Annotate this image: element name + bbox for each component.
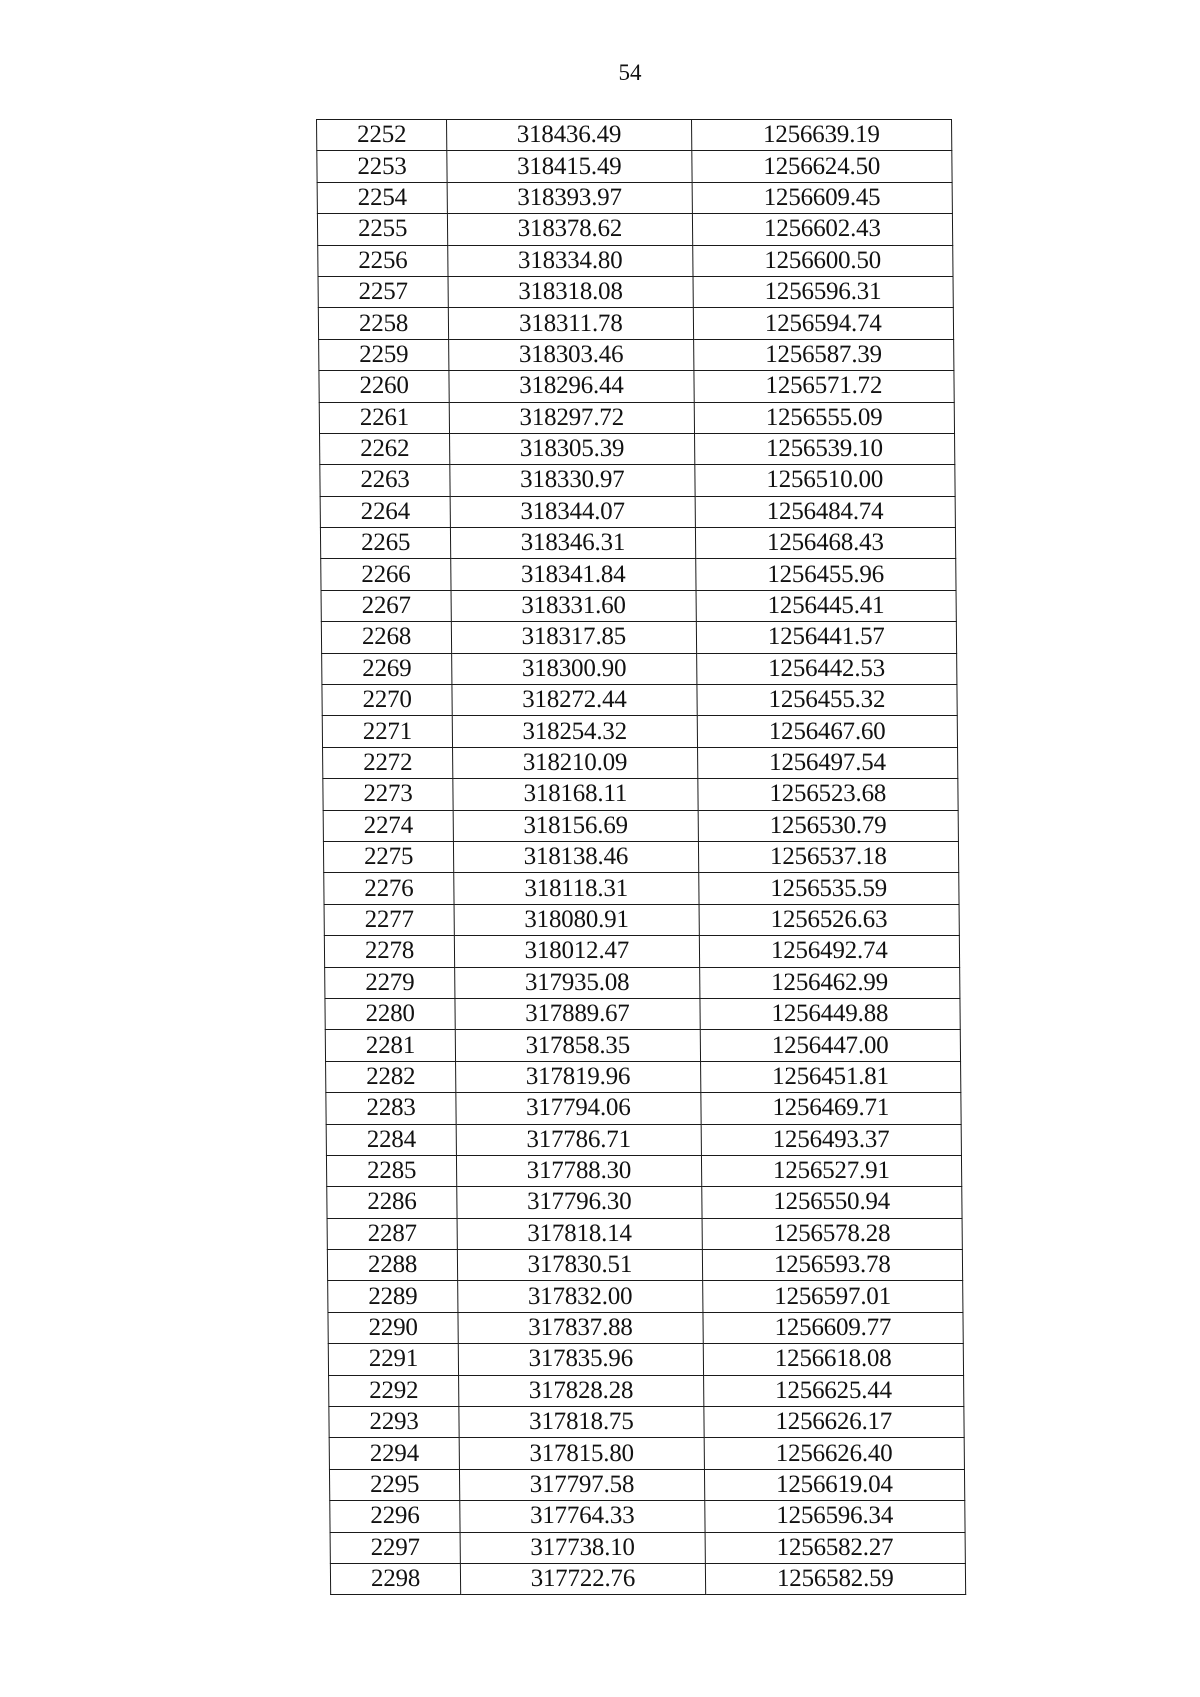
point-number-cell: 2286 (327, 1187, 457, 1218)
point-number-cell: 2255 (317, 214, 447, 245)
x-coordinate-cell: 317818.75 (459, 1407, 704, 1438)
x-coordinate-cell: 317794.06 (456, 1093, 701, 1124)
x-coordinate-cell: 318300.90 (452, 653, 697, 684)
point-number-cell: 2282 (326, 1061, 456, 1092)
table-row (329, 1375, 964, 1406)
point-number-cell: 2297 (330, 1532, 460, 1563)
x-coordinate-cell: 318318.08 (448, 276, 693, 307)
x-coordinate-cell: 318012.47 (454, 936, 699, 967)
x-coordinate-cell: 318296.44 (449, 371, 694, 402)
point-number-cell: 2293 (329, 1407, 459, 1438)
point-number-cell: 2291 (328, 1344, 458, 1375)
y-coordinate-cell: 1256555.09 (694, 402, 955, 433)
table-row (323, 779, 958, 810)
y-coordinate-cell: 1256639.19 (691, 120, 952, 151)
point-number-cell: 2273 (323, 779, 453, 810)
point-number-cell: 2294 (329, 1438, 459, 1469)
x-coordinate-cell: 318297.72 (449, 402, 694, 433)
y-coordinate-cell: 1256442.53 (696, 653, 957, 684)
table-row (326, 1124, 961, 1155)
table-row (321, 622, 956, 653)
coordinates-table (316, 119, 966, 1595)
x-coordinate-cell: 318138.46 (454, 841, 699, 872)
table-row (317, 214, 952, 245)
point-number-cell: 2258 (318, 308, 448, 339)
y-coordinate-cell: 1256625.44 (703, 1375, 964, 1406)
point-number-cell: 2253 (317, 151, 447, 182)
y-coordinate-cell: 1256535.59 (698, 873, 959, 904)
table-row (325, 998, 960, 1029)
table-row (320, 496, 955, 527)
table-row (327, 1187, 962, 1218)
x-coordinate-cell: 318378.62 (448, 214, 693, 245)
table-row (324, 904, 959, 935)
table-row (317, 182, 952, 213)
x-coordinate-cell: 318341.84 (451, 559, 696, 590)
point-number-cell: 2269 (322, 653, 452, 684)
y-coordinate-cell: 1256539.10 (694, 433, 955, 464)
x-coordinate-cell: 317830.51 (457, 1250, 702, 1281)
point-number-cell: 2295 (329, 1469, 459, 1500)
y-coordinate-cell: 1256497.54 (697, 747, 958, 778)
x-coordinate-cell: 317837.88 (458, 1312, 703, 1343)
table-row (326, 1061, 961, 1092)
point-number-cell: 2290 (328, 1312, 458, 1343)
page-number: 54 (618, 60, 642, 85)
point-number-cell: 2275 (323, 841, 453, 872)
y-coordinate-cell: 1256578.28 (702, 1218, 963, 1249)
point-number-cell: 2274 (323, 810, 453, 841)
point-number-cell: 2272 (323, 747, 453, 778)
table-row (324, 873, 959, 904)
y-coordinate-cell: 1256594.74 (693, 308, 954, 339)
point-number-cell: 2270 (322, 685, 452, 716)
y-coordinate-cell: 1256510.00 (694, 465, 955, 496)
y-coordinate-cell: 1256462.99 (699, 967, 960, 998)
table-row (324, 936, 959, 967)
x-coordinate-cell: 317815.80 (459, 1438, 704, 1469)
point-number-cell: 2298 (330, 1563, 460, 1594)
y-coordinate-cell: 1256600.50 (692, 245, 953, 276)
point-number-cell: 2263 (320, 465, 450, 496)
table-row (320, 528, 955, 559)
table-row (321, 559, 956, 590)
x-coordinate-cell: 318080.91 (454, 904, 699, 935)
point-number-cell: 2280 (325, 998, 455, 1029)
coordinates-table-body (317, 120, 966, 1595)
y-coordinate-cell: 1256530.79 (698, 810, 959, 841)
y-coordinate-cell: 1256447.00 (700, 1030, 961, 1061)
table-row (322, 653, 957, 684)
x-coordinate-cell: 317764.33 (460, 1501, 705, 1532)
y-coordinate-cell: 1256626.17 (703, 1407, 964, 1438)
table-row (318, 245, 953, 276)
x-coordinate-cell: 318303.46 (449, 339, 694, 370)
x-coordinate-cell: 318344.07 (450, 496, 695, 527)
point-number-cell: 2257 (318, 276, 448, 307)
point-number-cell: 2252 (317, 120, 447, 151)
table-row (329, 1438, 964, 1469)
table-row (330, 1501, 965, 1532)
point-number-cell: 2254 (317, 182, 447, 213)
x-coordinate-cell: 318393.97 (447, 182, 692, 213)
table-row (318, 276, 953, 307)
y-coordinate-cell: 1256597.01 (702, 1281, 963, 1312)
point-number-cell: 2268 (321, 622, 451, 653)
x-coordinate-cell: 318272.44 (452, 685, 697, 716)
x-coordinate-cell: 318118.31 (454, 873, 699, 904)
table-row (325, 967, 960, 998)
y-coordinate-cell: 1256550.94 (701, 1187, 962, 1218)
point-number-cell: 2278 (324, 936, 454, 967)
x-coordinate-cell: 318334.80 (448, 245, 693, 276)
y-coordinate-cell: 1256609.45 (692, 182, 953, 213)
point-number-cell: 2287 (327, 1218, 457, 1249)
x-coordinate-cell: 318331.60 (451, 590, 696, 621)
point-number-cell: 2266 (321, 559, 451, 590)
point-number-cell: 2281 (325, 1030, 455, 1061)
y-coordinate-cell: 1256469.71 (700, 1093, 961, 1124)
point-number-cell: 2264 (320, 496, 450, 527)
point-number-cell: 2259 (319, 339, 449, 370)
table-row (322, 716, 957, 747)
table-row (318, 308, 953, 339)
x-coordinate-cell: 317738.10 (460, 1532, 705, 1563)
table-row (323, 810, 958, 841)
point-number-cell: 2292 (329, 1375, 459, 1406)
table-row (323, 841, 958, 872)
point-number-cell: 2262 (320, 433, 450, 464)
y-coordinate-cell: 1256619.04 (704, 1469, 965, 1500)
table-row (317, 120, 952, 151)
y-coordinate-cell: 1256571.72 (693, 371, 954, 402)
x-coordinate-cell: 317788.30 (457, 1155, 702, 1186)
table-row (317, 151, 952, 182)
x-coordinate-cell: 317818.14 (457, 1218, 702, 1249)
point-number-cell: 2267 (321, 590, 451, 621)
x-coordinate-cell: 318305.39 (450, 433, 695, 464)
table-row (319, 371, 954, 402)
x-coordinate-cell: 317835.96 (458, 1344, 703, 1375)
x-coordinate-cell: 318330.97 (450, 465, 695, 496)
x-coordinate-cell: 318436.49 (447, 120, 692, 151)
point-number-cell: 2271 (322, 716, 452, 747)
point-number-cell: 2277 (324, 904, 454, 935)
y-coordinate-cell: 1256582.59 (705, 1563, 966, 1594)
table-row (321, 590, 956, 621)
point-number-cell: 2279 (325, 967, 455, 998)
y-coordinate-cell: 1256523.68 (697, 779, 958, 810)
x-coordinate-cell: 317796.30 (457, 1187, 702, 1218)
point-number-cell: 2289 (328, 1281, 458, 1312)
point-number-cell: 2284 (326, 1124, 456, 1155)
y-coordinate-cell: 1256596.31 (693, 276, 954, 307)
y-coordinate-cell: 1256449.88 (700, 998, 961, 1029)
x-coordinate-cell: 318168.11 (453, 779, 698, 810)
x-coordinate-cell: 317797.58 (460, 1469, 705, 1500)
point-number-cell: 2265 (320, 528, 450, 559)
point-number-cell: 2288 (327, 1250, 457, 1281)
x-coordinate-cell: 317819.96 (456, 1061, 701, 1092)
table-row (326, 1155, 961, 1186)
point-number-cell: 2256 (318, 245, 448, 276)
y-coordinate-cell: 1256602.43 (692, 214, 953, 245)
y-coordinate-cell: 1256451.81 (700, 1061, 961, 1092)
table-row (328, 1281, 963, 1312)
x-coordinate-cell: 318346.31 (451, 528, 696, 559)
y-coordinate-cell: 1256468.43 (695, 528, 956, 559)
y-coordinate-cell: 1256445.41 (696, 590, 957, 621)
point-number-cell: 2261 (319, 402, 449, 433)
x-coordinate-cell: 318210.09 (453, 747, 698, 778)
x-coordinate-cell: 317832.00 (458, 1281, 703, 1312)
x-coordinate-cell: 318317.85 (451, 622, 696, 653)
table-row (330, 1532, 965, 1563)
x-coordinate-cell: 318311.78 (448, 308, 693, 339)
point-number-cell: 2260 (319, 371, 449, 402)
y-coordinate-cell: 1256587.39 (693, 339, 954, 370)
x-coordinate-cell: 317722.76 (460, 1563, 705, 1594)
table-row (325, 1030, 960, 1061)
x-coordinate-cell: 317858.35 (455, 1030, 700, 1061)
table-row (327, 1250, 962, 1281)
table-row (330, 1563, 965, 1594)
x-coordinate-cell: 318156.69 (453, 810, 698, 841)
y-coordinate-cell: 1256624.50 (691, 151, 952, 182)
table-row (327, 1218, 962, 1249)
y-coordinate-cell: 1256593.78 (702, 1250, 963, 1281)
y-coordinate-cell: 1256484.74 (695, 496, 956, 527)
table-row (320, 433, 955, 464)
y-coordinate-cell: 1256527.91 (701, 1155, 962, 1186)
table-row (328, 1344, 963, 1375)
y-coordinate-cell: 1256526.63 (699, 904, 960, 935)
y-coordinate-cell: 1256493.37 (701, 1124, 962, 1155)
y-coordinate-cell: 1256609.77 (703, 1312, 964, 1343)
y-coordinate-cell: 1256455.32 (696, 685, 957, 716)
x-coordinate-cell: 318415.49 (447, 151, 692, 182)
table-row (326, 1093, 961, 1124)
table-row (329, 1407, 964, 1438)
y-coordinate-cell: 1256618.08 (703, 1344, 964, 1375)
table-row (319, 339, 954, 370)
point-number-cell: 2283 (326, 1093, 456, 1124)
y-coordinate-cell: 1256441.57 (696, 622, 957, 653)
table-row (319, 402, 954, 433)
x-coordinate-cell: 317889.67 (455, 998, 700, 1029)
y-coordinate-cell: 1256537.18 (698, 841, 959, 872)
point-number-cell: 2296 (330, 1501, 460, 1532)
x-coordinate-cell: 318254.32 (452, 716, 697, 747)
y-coordinate-cell: 1256455.96 (695, 559, 956, 590)
table-row (329, 1469, 964, 1500)
point-number-cell: 2276 (324, 873, 454, 904)
y-coordinate-cell: 1256626.40 (704, 1438, 965, 1469)
y-coordinate-cell: 1256467.60 (697, 716, 958, 747)
y-coordinate-cell: 1256492.74 (699, 936, 960, 967)
point-number-cell: 2285 (326, 1155, 456, 1186)
x-coordinate-cell: 317935.08 (455, 967, 700, 998)
table-row (323, 747, 958, 778)
y-coordinate-cell: 1256596.34 (704, 1501, 965, 1532)
table-row (328, 1312, 963, 1343)
table-row (322, 685, 957, 716)
x-coordinate-cell: 317828.28 (459, 1375, 704, 1406)
x-coordinate-cell: 317786.71 (456, 1124, 701, 1155)
table-row (320, 465, 955, 496)
y-coordinate-cell: 1256582.27 (705, 1532, 966, 1563)
